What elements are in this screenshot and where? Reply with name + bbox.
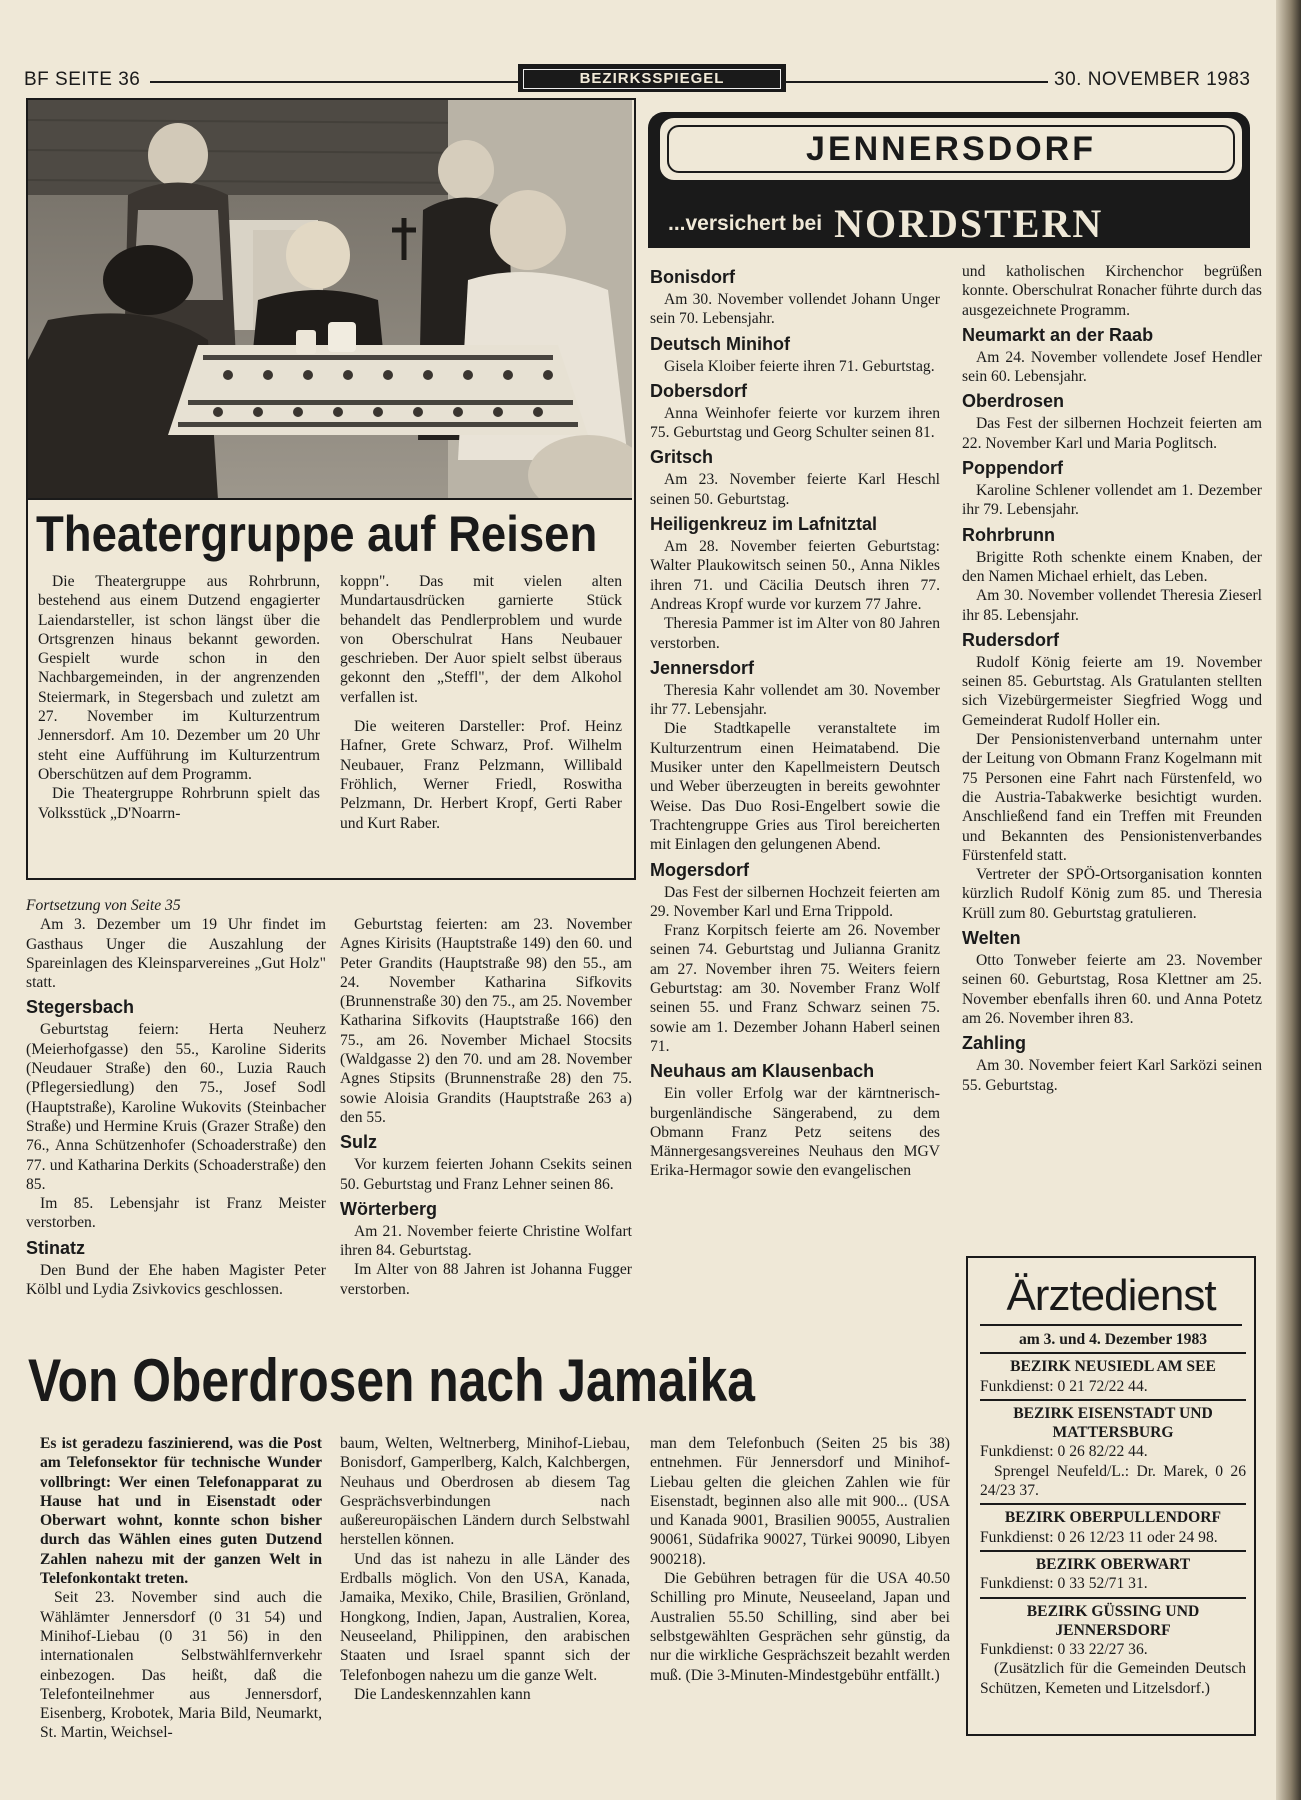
- place-heading: Jennersdorf: [650, 657, 755, 678]
- theater-column-2: [340, 572, 622, 833]
- divider: [980, 1597, 1246, 1599]
- continued-column-2: [340, 915, 632, 1299]
- place-heading: Welten: [962, 928, 1021, 949]
- region-line: Funkdienst: 0 21 72/22 44.: [980, 1377, 1148, 1395]
- continued-column-1: [26, 896, 326, 1299]
- news-item: Der Pensionistenverband unternahm unter der Leitung von Obmann Franz Kogelmann mit 75 Personen eine Fahrt nach Fürstenfeld, wo die Austria-Tabakwerke besichtigt wurden. Anschließend fand ein Treffen mit Freunden und Bekannten des Pensionistenverbandes Fürstenfeld statt.: [962, 731, 1262, 864]
- aerztedienst-dates: am 3. und 4. Dezember 1983: [1018, 1331, 1208, 1348]
- divider: [980, 1352, 1246, 1354]
- news-item: Am 30. November vollendet Theresia Zieserl ihr 85. Lebensjahr.: [962, 587, 1262, 624]
- place-heading: Oberdrosen: [962, 391, 1065, 412]
- theater-paragraph: Die Theatergruppe aus Rohrbrunn, bestehend aus einem Dutzend engagierter Laiendarsteller, ist schon längst über die Ortsgrenzen hinaus bekannt geworden. Gespielt wurde schon in den Nachbargemeinden, in der angrenzenden Steiermark, in Stegersbach und zuletzt am 27. November im Kulturzentrum Jennersdorf. Am 10. Dezember um 20 Uhr steht eine Aufführung im Kulturzentrum Oberschützen auf dem Programm.: [38, 573, 320, 783]
- continued-paragraph: Geburtstag feierten: am 23. November Agnes Kirisits (Hauptstraße 149) den 60. und Peter Grandits (Hauptstraße 98) den 55., am 24. November Katharina Sifkovits (Brunnenstraße 30) den 75., am 25. November Katharina Sifkovits (Hauptstraße 166) den 75., am 26. November Michael Stocsits (Waldgasse 2) den 70. und am 28. November Agnes Stipsits (Brunnenstraße 28) den 75. sowie Aloisia Grandits (Hauptstraße 263 a) den 55.: [340, 916, 632, 1126]
- page-edge: [1276, 0, 1301, 1800]
- page-label: BF SEITE 36: [24, 69, 141, 90]
- region-line: (Zusätzlich für die Gemeinden Deutsch Schützen, Kemeten und Litzelsdorf.): [980, 1660, 1246, 1697]
- place-heading: Rohrbrunn: [962, 524, 1055, 545]
- news-item: Am 28. November feierten Geburtstag: Walter Plaukowitsch seinen 50., Anna Nikles ihren 71. und Cäcilia Deutsch ihren 77. Andreas Kropf wurde vor kurzem 77 Jahre.: [650, 538, 940, 613]
- jamaika-paragraph: Die Gebühren betragen für die USA 40.50 Schilling pro Minute, Neuseeland, Japan und Australien 55.50 Schilling, sind aber bei selbstgewählten Gesprächen sehr günstig, da nur die wirkliche Gesprächszeit bezahlt werden muß. (Die 3-Minuten-Mindestgebühr entfällt.): [650, 1570, 950, 1684]
- jamaika-paragraph: Seit 23. November sind auch die Wählämter Jennersdorf (0 31 54) und Minihof-Liebau (0 31 56) in den internationalen Selbstwählfernverkehr einbezogen. Das heißt, daß die Telefonteilnehmer aus Jennersdorf, Eisenberg, Krobotek, Maria Bild, Neumarkt, St. Martin, Weichsel-: [40, 1589, 322, 1742]
- continued-paragraph: Vor kurzem feierten Johann Csekits seinen 50. Geburtstag und Franz Lehner seinen 86.: [340, 1156, 632, 1193]
- divider: [980, 1399, 1246, 1401]
- region-line: Sprengel Neufeld/L.: Dr. Marek, 0 26 24/23 37.: [980, 1462, 1246, 1500]
- place-heading: Dobersdorf: [650, 380, 748, 401]
- aerztedienst-list: [980, 1330, 1246, 1698]
- continued-paragraph: Im 85. Lebensjahr ist Franz Meister verstorben.: [26, 1195, 326, 1232]
- place-heading: Stinatz: [26, 1237, 86, 1258]
- sponsor-name: NORDSTERN: [834, 201, 1104, 246]
- aerztedienst-title: Ärztedienst: [1006, 1271, 1216, 1320]
- continued-label: Fortsetzung von Seite 35: [26, 897, 181, 914]
- region-heading: BEZIRK NEUSIEDL AM SEE: [1010, 1358, 1216, 1376]
- news-item: Ein voller Erfolg war der kärntnerisch-burgenländische Sängerabend, zu dem Obmann Franz Petz seitens des Männergesangsvereines Neuhaus den MGV Erika-Hermagor sowie den evangelischen: [650, 1085, 940, 1180]
- jamaika-lead: Es ist geradezu faszinierend, was die Post am Telefonsektor für technische Wunder vollbringt: Wer einen Telefonapparat zu Hause hat und in Eisenstadt oder Oberwart wohnt, konnte schon bisher durch das Wählen eines guten Dutzend Zahlen nahezu mit der ganzen Welt in Telefonkontakt treten.: [40, 1435, 322, 1588]
- news-item: Franz Korpitsch feierte am 26. November seinen 74. Geburtstag und Julianna Granitz am 27. November ihren 75. Weiters feiern Geburtstag: am 30. November Franz Wolf seinen 55. und Franz Schwarz seinen 75. sowie am 1. Dezember Johann Haberl seinen 71.: [650, 922, 940, 1055]
- place-heading: Deutsch Minihof: [650, 333, 790, 354]
- place-heading: Gritsch: [650, 447, 714, 468]
- place-heading: Zahling: [962, 1033, 1026, 1054]
- jamaika-paragraph: baum, Welten, Weltnerberg, Minihof-Liebau, Bonisdorf, Gamperlberg, Kalch, Kalchbergen, Neuhaus und Oberdrosen ab diesem Tag Gesprächsverbindungen nach außereuropäischen Ländern durch Selbstwahl herstellen können.: [340, 1435, 630, 1549]
- place-heading: Mogersdorf: [650, 859, 749, 880]
- jamaika-column-2: [340, 1434, 630, 1704]
- continued-paragraph: Am 21. November feierte Christine Wolfart ihren 84. Geburtstag.: [340, 1222, 632, 1260]
- jamaika-headline: Von Oberdrosen nach Jamaika: [28, 1347, 755, 1414]
- theater-group-photo: [28, 100, 632, 500]
- news-item: Theresia Pammer ist im Alter von 80 Jahren verstorben.: [650, 615, 940, 652]
- news-item: Karoline Schlener vollendet am 1. Dezember ihr 79. Lebensjahr.: [962, 482, 1262, 519]
- place-heading: Heiligenkreuz im Lafnitztal: [650, 514, 878, 535]
- theater-paragraph: Die Theatergruppe Rohrbrunn spielt das Volksstück „D'Noarrn-: [38, 785, 320, 822]
- region-line: Funkdienst: 0 26 12/23 11 oder 24 98.: [980, 1528, 1218, 1546]
- theater-paragraph: Die weiteren Darsteller: Prof. Heinz Hafner, Grete Schwarz, Prof. Wilhelm Neubauer, Franz Pelzmann, Willibald Fröhlich, Werner Friedl, Roswitha Pelzmann, Dr. Herbert Kropf, Gerti Raber und Kurt Raber.: [340, 718, 622, 832]
- jennersdorf-title: JENNERSDORF: [667, 125, 1235, 173]
- jamaika-paragraph: Und das ist nahezu in alle Länder des Erdballs möglich. Von den USA, Kanada, Jamaika, Mexiko, Chile, Brasilien, Grönland, Hongkong, Indien, Japan, Australien, Korea, Neuseeland, Philippinen, den arabischen Staaten und Israel spannt sich der Telefonbogen nahezu um die ganze Welt.: [340, 1550, 630, 1684]
- place-heading: Sulz: [340, 1132, 378, 1153]
- theater-column-1: [38, 572, 320, 823]
- region-heading: BEZIRK EISENSTADT UND MATTERSBURG: [1013, 1404, 1213, 1442]
- place-heading: Neumarkt an der Raab: [962, 324, 1154, 345]
- news-item: Anna Weinhofer feierte vor kurzem ihren 75. Geburtstag und Georg Schulter seinen 81.: [650, 404, 940, 442]
- jennersdorf-column-2: [962, 262, 1262, 1095]
- continued-paragraph: Im Alter von 88 Jahren ist Johanna Fugger verstorben.: [340, 1261, 632, 1298]
- sponsor-line: [660, 200, 1238, 244]
- jamaika-paragraph: man dem Telefonbuch (Seiten 25 bis 38) entnehmen. Für Jennersdorf und Minihof-Liebau gelten die gleichen Zahlen wie für Eisenstadt, beginnen also alle mit 900... (USA und Kanada 9001, Brasilien 90055, Australien 90061, Südafrika 90027, Türkei 90090, Libyen 900218).: [650, 1435, 950, 1568]
- place-heading: Neuhaus am Klausenbach: [650, 1061, 875, 1082]
- jamaika-column-1: [40, 1434, 322, 1743]
- place-heading: Bonisdorf: [650, 267, 735, 287]
- section-banner: [518, 64, 786, 92]
- news-item: Am 24. November vollendete Josef Hendler sein 60. Lebensjahr.: [962, 348, 1262, 386]
- theater-headline: Theatergruppe auf Reisen: [36, 506, 598, 562]
- region-line: Funkdienst: 0 33 52/71 31.: [980, 1575, 1148, 1593]
- jennersdorf-column-1: [650, 262, 940, 1181]
- jamaika-column-3: [650, 1434, 950, 1685]
- header-rule-left: [150, 81, 518, 83]
- place-heading: Wörterberg: [340, 1198, 438, 1219]
- section-name: BEZIRKSSPIEGEL: [523, 69, 781, 89]
- aerztedienst-box: [966, 1256, 1256, 1736]
- news-item: Am 30. November feiert Karl Sarközi seinen 55. Geburtstag.: [962, 1057, 1262, 1094]
- aerztedienst-rule: [980, 1324, 1242, 1326]
- place-heading: Stegersbach: [26, 997, 135, 1018]
- sponsor-prefix: ...versichert bei: [668, 211, 823, 235]
- place-heading: Poppendorf: [962, 458, 1063, 479]
- news-item: Das Fest der silbernen Hochzeit feierten am 29. November Karl und Erna Trippold.: [650, 883, 940, 920]
- region-heading: BEZIRK OBERPULLENDORF: [1004, 1509, 1222, 1527]
- news-item: Theresia Kahr vollendet am 30. November ihr 77. Lebensjahr.: [650, 681, 940, 719]
- news-item: Gisela Kloiber feierte ihren 71. Geburtstag.: [664, 357, 935, 375]
- header-rule-right: [786, 81, 1048, 83]
- theater-photo: [28, 100, 632, 500]
- divider: [980, 1503, 1246, 1505]
- divider: [980, 1550, 1246, 1552]
- issue-date: 30. NOVEMBER 1983: [1054, 69, 1251, 90]
- continued-paragraph: Den Bund der Ehe haben Magister Peter Kölbl und Lydia Zsivkovics geschlossen.: [26, 1261, 326, 1299]
- news-item: Die Stadtkapelle veranstaltete im Kulturzentrum einen Heimatabend. Die Musiker unter den Kapellmeistern Deutsch und Weber überzeugten in bereits gewohnter Weise. Das Duo Rosi-Engelbert sowie die Trachtengruppe Gries aus Tirol bereicherten mit Einlagen den gelungenen Abend.: [650, 720, 940, 854]
- news-item: Rudolf König feierte am 19. November seinen 85. Geburtstag. Als Gratulanten stellten sich Vizebürgermeister Siegfried Wogg und Gemeinderat Rudolf Holler ein.: [962, 653, 1262, 729]
- continued-paragraph: Am 3. Dezember um 19 Uhr findet im Gasthaus Unger die Auszahlung der Spareinlagen des Kleinsparvereines „Gut Holz" statt.: [26, 916, 326, 992]
- news-item: Brigitte Roth schenkte einem Knaben, der den Namen Michael erhielt, das Leben.: [962, 548, 1262, 585]
- region-heading: BEZIRK OBERWART: [1035, 1555, 1191, 1573]
- continued-paragraph: Geburtstag feiern: Herta Neuherz (Meierhofgasse) den 55., Karoline Siderits (Neudauer Straße) den 60., Luzia Rauch (Pflegersiedlung) den 75., Josef Sodl (Hauptstraße), Karoline Wukovits (Steinbacher Straße) und Hermine Kruis (Grazer Straße) den 76., Anna Schützenhofer (Schoaderstraße) den 77. und Katharina Derkits (Schoaderstraße) den 85.: [26, 1021, 326, 1193]
- photo-bottom-rule: [28, 498, 632, 500]
- region-line: Funkdienst: 0 33 22/27 36.: [980, 1641, 1148, 1659]
- news-item: und katholischen Kirchenchor begrüßen konnte. Oberschulrat Ronacher führte durch das ausgezeichnete Programm.: [962, 263, 1262, 319]
- region-line: Funkdienst: 0 26 82/22 44.: [980, 1443, 1148, 1461]
- news-item: Am 30. November vollendet Johann Unger sein 70. Lebensjahr.: [650, 291, 940, 328]
- theater-paragraph: koppn". Das mit vielen alten Mundartausdrücken garnierte Stück behandelt das Pendlerproblem und wurde von Oberschulrat Hans Neubauer geschrieben. Der Auor spielt selbst überaus gekonnt den „Steffl", der dem Alkohol verfallen ist.: [340, 573, 622, 706]
- news-item: Am 23. November feierte Karl Heschl seinen 50. Geburtstag.: [650, 471, 940, 508]
- jamaika-paragraph: Die Landeskennzahlen kann: [354, 1685, 531, 1703]
- place-heading: Rudersdorf: [962, 629, 1060, 650]
- region-heading: BEZIRK GÜSSING UND JENNERSDORF: [1026, 1602, 1200, 1639]
- news-item: Vertreter der SPÖ-Ortsorganisation konnten kürzlich Rudolf König zum 85. und Theresia Krüll zum 80. Geburtstag gratulieren.: [962, 866, 1262, 922]
- news-item: Otto Tonweber feierte am 23. November seinen 60. Geburtstag, Rosa Klettner am 25. November ebenfalls ihren 60. und Anna Potetz am 26. November ihren 83.: [962, 952, 1262, 1027]
- jennersdorf-title-plate: [660, 118, 1242, 180]
- news-item: Das Fest der silbernen Hochzeit feierten am 22. November Karl und Maria Poglitsch.: [962, 415, 1262, 452]
